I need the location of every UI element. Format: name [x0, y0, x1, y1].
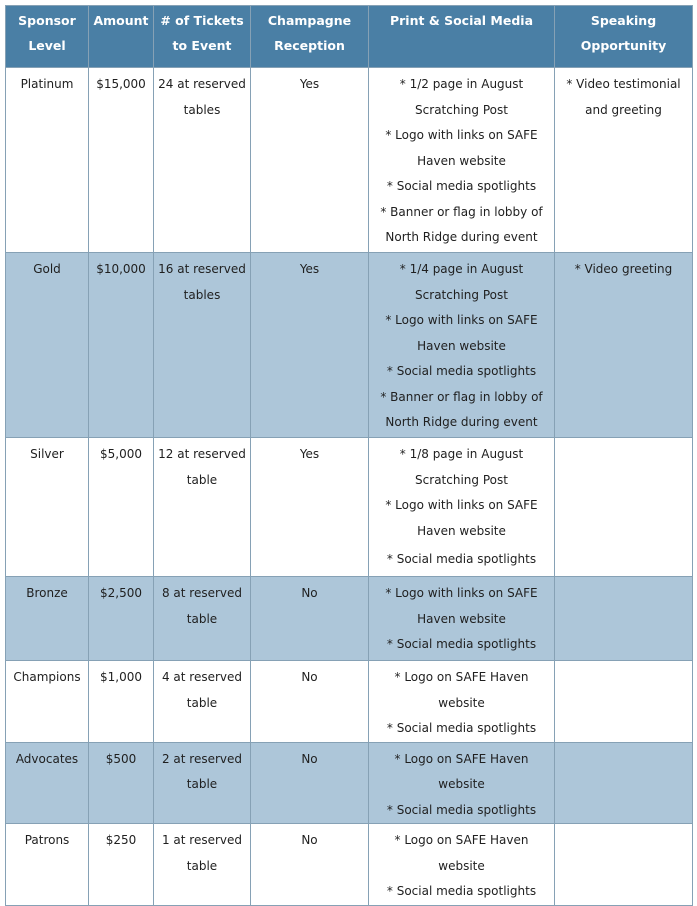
benefit-item: * Social media spotlights: [386, 802, 537, 817]
speaking-opportunity-cell: * Video greeting: [555, 253, 693, 438]
amount-cell: $5,000: [89, 438, 154, 577]
table-row: [6, 68, 693, 253]
table-row: [6, 824, 693, 906]
print-social-cell: [369, 577, 555, 661]
table-row: [6, 438, 693, 577]
benefit-item: * Logo with links on SAFE Haven website: [385, 586, 538, 626]
amount-cell: $500: [89, 742, 154, 824]
tickets-cell: 4 at reserved table: [154, 661, 251, 743]
sponsor-level-cell: Gold: [6, 253, 89, 438]
sponsor-level-cell: Champions: [6, 661, 89, 743]
table-row: [6, 661, 693, 743]
champagne-cell: No: [251, 661, 369, 743]
print-social-cell: [369, 68, 555, 253]
benefit-item: * Social media spotlights: [386, 884, 537, 898]
tickets-cell: 12 at reserved table: [154, 438, 251, 577]
header-speaking-opportunity: Speaking Opportunity: [555, 6, 693, 68]
header-tickets: # of Tickets to Event: [154, 6, 251, 68]
header-print-social-media: Print & Social Media: [369, 6, 555, 68]
champagne-cell: No: [251, 577, 369, 661]
header-amount: Amount: [89, 6, 154, 68]
print-social-cell: [369, 742, 555, 824]
champagne-cell: Yes: [251, 438, 369, 577]
benefit-item: * Logo with links on SAFE Haven website: [385, 128, 538, 168]
benefit-item: * Social media spotlights: [386, 552, 537, 566]
benefit-item: * Logo on SAFE Haven website: [394, 833, 529, 873]
benefit-item: * Banner or flag in lobby of North Ridge during event: [380, 204, 543, 244]
speaking-opportunity-cell: [555, 742, 693, 824]
tickets-cell: 16 at reserved tables: [154, 253, 251, 438]
print-social-cell: [369, 438, 555, 577]
sponsorship-table: [5, 5, 693, 906]
sponsor-level-cell: Bronze: [6, 577, 89, 661]
benefit-item: * Social media spotlights: [386, 721, 537, 735]
header-champagne-reception: Champagne Reception: [251, 6, 369, 68]
tickets-cell: 2 at reserved table: [154, 742, 251, 824]
benefit-item: * 1/2 page in August Scratching Post: [399, 77, 524, 117]
amount-cell: $1,000: [89, 661, 154, 743]
print-social-cell: [369, 824, 555, 906]
benefit-item: * Social media spotlights: [386, 637, 537, 651]
tickets-cell: 1 at reserved table: [154, 824, 251, 906]
table-body: [6, 68, 693, 906]
champagne-cell: Yes: [251, 253, 369, 438]
benefit-item: * 1/4 page in August Scratching Post: [399, 262, 524, 302]
speaking-opportunity-cell: [555, 661, 693, 743]
print-social-cell: [369, 253, 555, 438]
benefit-item: * Logo with links on SAFE Haven website: [385, 498, 538, 538]
sponsor-level-cell: Patrons: [6, 824, 89, 906]
sponsor-level-cell: Advocates: [6, 742, 89, 824]
benefit-item: * Logo on SAFE Haven website: [394, 670, 529, 710]
tickets-cell: 8 at reserved table: [154, 577, 251, 661]
champagne-cell: Yes: [251, 68, 369, 253]
table-row: [6, 253, 693, 438]
benefit-item: * Social media spotlights: [386, 179, 537, 193]
amount-cell: $2,500: [89, 577, 154, 661]
print-social-cell: [369, 661, 555, 743]
benefit-item: * Banner or flag in lobby of North Ridge during event: [380, 389, 543, 429]
header-sponsor-level: Sponsor Level: [6, 6, 89, 68]
benefit-item: * Social media spotlights: [386, 364, 537, 378]
sponsor-level-cell: Platinum: [6, 68, 89, 253]
champagne-cell: No: [251, 742, 369, 824]
table-row: [6, 577, 693, 661]
amount-cell: $10,000: [89, 253, 154, 438]
benefit-item: * Logo on SAFE Haven website: [394, 751, 529, 791]
speaking-opportunity-cell: [555, 438, 693, 577]
tickets-cell: 24 at reserved tables: [154, 68, 251, 253]
speaking-opportunity-cell: [555, 824, 693, 906]
amount-cell: $250: [89, 824, 154, 906]
sponsor-level-cell: Silver: [6, 438, 89, 577]
benefit-item: * 1/8 page in August Scratching Post: [399, 447, 524, 487]
speaking-opportunity-cell: * Video testimonial and greeting: [555, 68, 693, 253]
speaking-opportunity-cell: [555, 577, 693, 661]
amount-cell: $15,000: [89, 68, 154, 253]
table-row: [6, 742, 693, 824]
table-header: [6, 6, 693, 68]
champagne-cell: No: [251, 824, 369, 906]
benefit-item: * Logo with links on SAFE Haven website: [385, 313, 538, 353]
